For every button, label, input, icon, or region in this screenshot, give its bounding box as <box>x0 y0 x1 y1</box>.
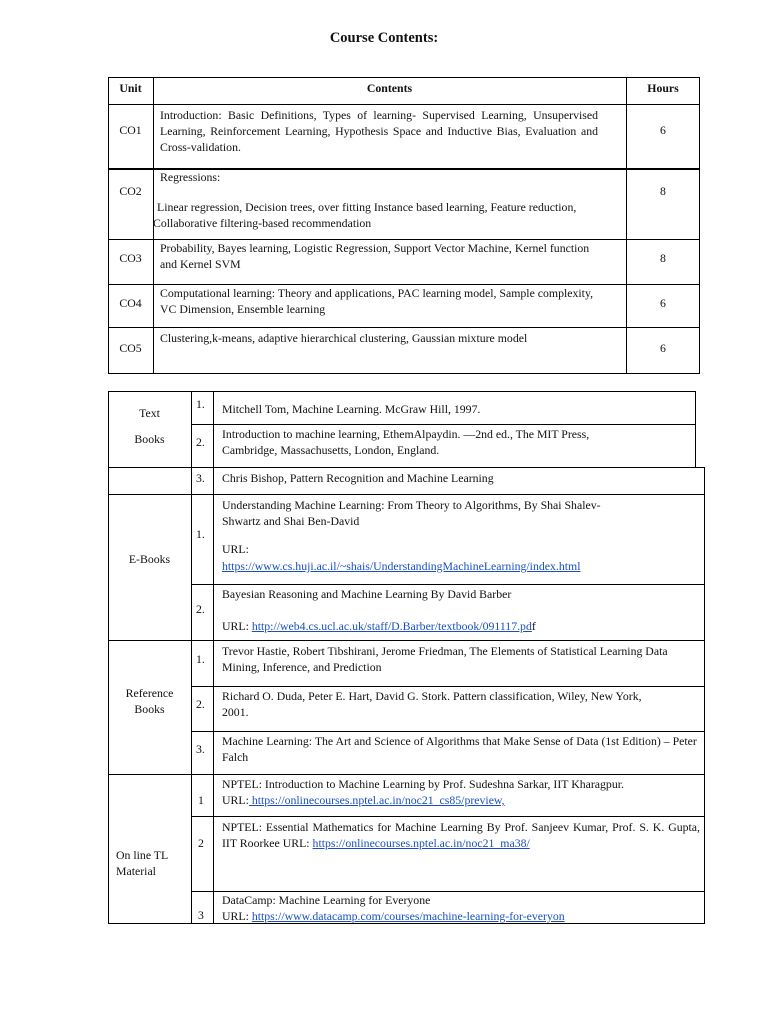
online-url-line <box>222 792 697 808</box>
row-hours: 6 <box>660 123 666 137</box>
online-link[interactable]: https://onlinecourses.nptel.ac.in/noc21_cs85/preview, <box>248 793 505 807</box>
item-number: 3. <box>196 742 205 756</box>
reference-book-item: Richard O. Duda, Peter E. Hart, David G. Stork. Pattern classification, Wiley, New York, 2001. <box>222 689 642 719</box>
text-book-item: Introduction to machine learning, EthemAlpaydin. —2nd ed., The MIT Press, Cambridge, Massachusetts, London, England. <box>222 427 590 457</box>
e-book-link[interactable]: https://www.cs.huji.ac.il/~shais/UnderstandingMachineLearning/index.html <box>222 559 581 573</box>
e-books-label: E-Books <box>128 552 171 566</box>
online-item-text: NPTEL: Essential Mathematics for Machine Learning By Prof. Sanjeev Kumar, Prof. S. K. Gupta, IIT Roorkee URL: <box>222 820 700 850</box>
url-label: URL: <box>222 909 252 923</box>
row-contents: Computational learning: Theory and applications, PAC learning model, Sample complexity, VC Dimension, Ensemble learning <box>160 286 594 316</box>
url-label: URL: <box>222 619 252 633</box>
text-book-item: Mitchell Tom, Machine Learning. McGraw Hill, 1997. <box>222 402 481 416</box>
item-number: 1. <box>196 397 205 411</box>
row-unit: CO4 <box>119 296 142 310</box>
item-number: 1. <box>196 652 205 666</box>
row-hours: 8 <box>660 251 666 265</box>
e-book-item: Understanding Machine Learning: From Theory to Algorithms, By Shai Shalev-Shwartz and Shai Ben-David <box>222 498 601 528</box>
e-book-link[interactable]: http://web4.cs.ucl.ac.uk/staff/D.Barber/textbook/091117.pd <box>251 619 532 633</box>
page-title: Course Contents: <box>329 30 439 46</box>
item-number: 1 <box>198 793 204 807</box>
text-books-label-2: Books <box>134 432 165 446</box>
row-contents: Clustering,k-means, adaptive hierarchical clustering, Gaussian mixture model <box>160 331 528 345</box>
online-material-label-2: Material <box>116 864 156 878</box>
online-item: DataCamp: Machine Learning for Everyone <box>222 893 431 907</box>
row-contents: Probability, Bayes learning, Logistic Regression, Support Vector Machine, Kernel function and Kernel SVM <box>160 241 590 271</box>
row-unit: CO3 <box>119 251 142 265</box>
online-url-line <box>222 908 697 924</box>
item-number: 2. <box>196 602 205 616</box>
reference-book-item: Machine Learning: The Art and Science of Algorithms that Make Sense of Data (1st Edition) – Peter Falch <box>222 734 697 764</box>
row-contents: Linear regression, Decision trees, over fitting Instance based learning, Feature reduction, Collaborative filtering-based recommendation <box>153 200 577 230</box>
url-tail: f <box>531 619 536 633</box>
item-number: 3 <box>198 908 204 922</box>
e-book-item: Bayesian Reasoning and Machine Learning By David Barber <box>222 587 512 601</box>
row-unit: CO5 <box>119 341 142 355</box>
row-contents-heading: Regressions: <box>160 170 221 184</box>
reference-books-label: Reference <box>125 686 174 700</box>
text-books-label: Text <box>139 406 160 420</box>
online-item <box>222 819 700 851</box>
e-book-url-line <box>222 618 702 634</box>
item-number: 2. <box>196 435 205 449</box>
reference-book-item: Trevor Hastie, Robert Tibshirani, Jerome Friedman, The Elements of Statistical Learning Data Mining, Inference, and Prediction <box>222 644 668 674</box>
row-hours: 8 <box>660 184 666 198</box>
online-link[interactable]: https://www.datacamp.com/courses/machine-learning-for-everyon <box>251 909 565 923</box>
header-hours: Hours <box>647 81 679 95</box>
url-label: URL: <box>222 793 249 807</box>
item-number: 3. <box>196 471 205 485</box>
row-hours: 6 <box>660 296 666 310</box>
row-unit: CO1 <box>119 123 142 137</box>
item-number: 2 <box>198 836 204 850</box>
row-contents: Introduction: Basic Definitions, Types of learning- Supervised Learning, Unsupervised Learning, Reinforcement Learning, Hypothesis Space and Inductive Bias, Evaluation and Cross-validation. <box>160 108 598 154</box>
text-book-item: Chris Bishop, Pattern Recognition and Machine Learning <box>222 471 494 485</box>
reference-books-label-2: Books <box>134 702 165 716</box>
item-number: 1. <box>196 527 205 541</box>
item-number: 2. <box>196 697 205 711</box>
row-hours: 6 <box>660 341 666 355</box>
header-contents: Contents <box>366 81 413 95</box>
url-label: URL: <box>222 542 249 556</box>
online-link[interactable]: https://onlinecourses.nptel.ac.in/noc21_ma38/ <box>312 836 530 850</box>
row-unit: CO2 <box>119 184 142 198</box>
header-unit: Unit <box>119 81 142 95</box>
online-material-label: On line TL <box>116 848 169 862</box>
online-item: NPTEL: Introduction to Machine Learning by Prof. Sudeshna Sarkar, IIT Kharagpur. <box>222 777 624 791</box>
